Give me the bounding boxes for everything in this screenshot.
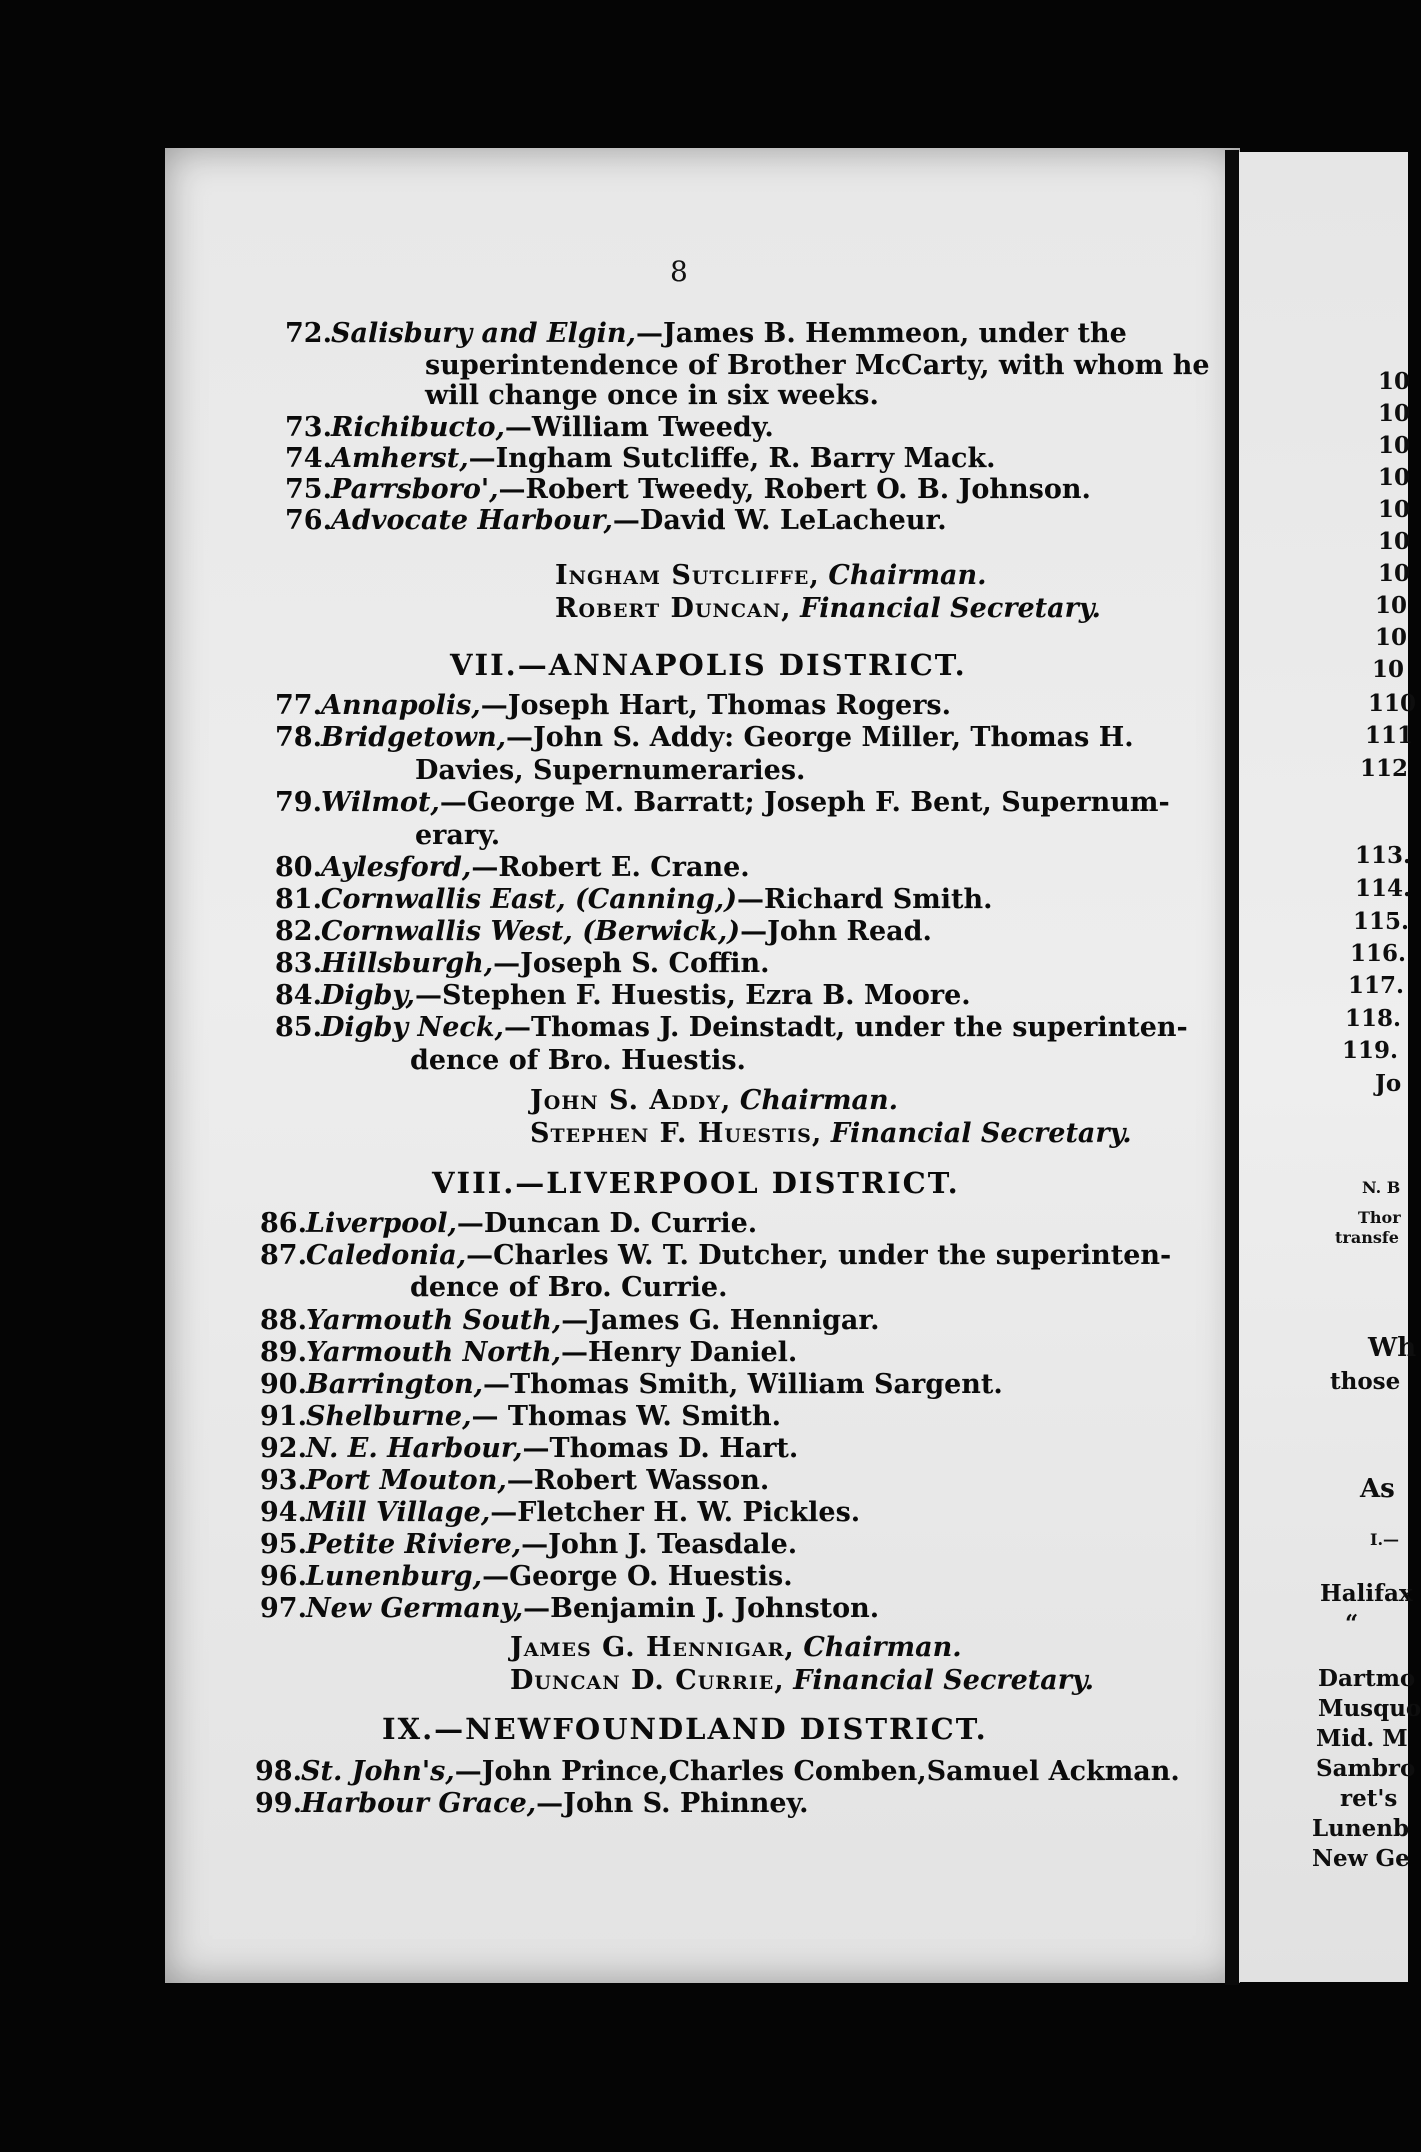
right-num: 113. bbox=[1355, 842, 1412, 869]
signature-chairman-8: James G. Hennigar, Chairman. bbox=[510, 1632, 962, 1663]
right-num: 10 bbox=[1375, 624, 1408, 651]
right-note: Wh bbox=[1368, 1333, 1417, 1363]
entry-85-cont: dence of Bro. Huestis. bbox=[410, 1045, 746, 1076]
right-num: 111 bbox=[1365, 722, 1414, 749]
right-note: “ bbox=[1345, 1610, 1359, 1637]
entry-82: 82.Cornwallis West, (Berwick,)—John Read. bbox=[275, 916, 932, 947]
section-heading-liverpool: VIII.—LIVERPOOL DISTRICT. bbox=[432, 1166, 960, 1200]
right-note: Thor bbox=[1358, 1208, 1401, 1227]
entry-81: 81.Cornwallis East, (Canning,)—Richard Smith. bbox=[275, 884, 993, 915]
right-num: 115. bbox=[1353, 908, 1410, 935]
entry-78: 78.Bridgetown,—John S. Addy: George Miller, Thomas H. bbox=[275, 722, 1134, 753]
book-gutter bbox=[1225, 150, 1239, 1985]
entry-90: 90.Barrington,—Thomas Smith, William Sargent. bbox=[260, 1369, 1003, 1400]
signature-chairman-7: John S. Addy, Chairman. bbox=[530, 1085, 899, 1116]
entry-91: 91.Shelburne,— Thomas W. Smith. bbox=[260, 1401, 782, 1432]
right-note: I.— bbox=[1370, 1530, 1400, 1549]
right-note: Halifax bbox=[1320, 1580, 1413, 1607]
right-note: New Ge bbox=[1312, 1845, 1410, 1872]
entry-98: 98.St. John's,—John Prince,Charles Comben,Samuel Ackman. bbox=[255, 1756, 1180, 1787]
right-note: N. B bbox=[1362, 1178, 1401, 1197]
entry-89: 89.Yarmouth North,—Henry Daniel. bbox=[260, 1337, 798, 1368]
page-number: 8 bbox=[670, 255, 688, 288]
right-num: 119. bbox=[1342, 1037, 1399, 1064]
signature-chairman: Ingham Sutcliffe, Chairman. bbox=[555, 560, 987, 591]
right-num: 10 bbox=[1378, 400, 1411, 427]
right-num: 114. bbox=[1355, 875, 1412, 902]
right-num: 10 bbox=[1375, 592, 1408, 619]
entry-76: 76.Advocate Harbour,—David W. LeLacheur. bbox=[285, 505, 947, 536]
entry-79-cont: erary. bbox=[415, 820, 501, 851]
signature-secretary-8: Duncan D. Currie, Financial Secretary. bbox=[510, 1665, 1094, 1696]
section-heading-newfoundland: IX.—NEWFOUNDLAND DISTRICT. bbox=[382, 1712, 988, 1746]
entry-79: 79.Wilmot,—George M. Barratt; Joseph F. Bent, Supernum- bbox=[275, 787, 1170, 818]
entry-83: 83.Hillsburgh,—Joseph S. Coffin. bbox=[275, 948, 770, 979]
entry-96: 96.Lunenburg,—George O. Huestis. bbox=[260, 1561, 793, 1592]
right-num: 112 bbox=[1360, 755, 1409, 782]
entry-75: 75.Parrsboro',—Robert Tweedy, Robert O. B. Johnson. bbox=[285, 474, 1091, 505]
entry-87-cont: dence of Bro. Currie. bbox=[410, 1272, 728, 1303]
right-note: those bbox=[1330, 1368, 1401, 1395]
right-note: As bbox=[1360, 1474, 1395, 1504]
entry-86: 86.Liverpool,—Duncan D. Currie. bbox=[260, 1208, 758, 1239]
entry-72-cont: superintendence of Brother McCarty, with whom he bbox=[425, 350, 1210, 381]
entry-87: 87.Caledonia,—Charles W. T. Dutcher, under the superinten- bbox=[260, 1240, 1172, 1271]
right-note: Mid. M bbox=[1316, 1725, 1408, 1752]
entry-72-cont2: will change once in six weeks. bbox=[425, 380, 879, 411]
right-note: transfe bbox=[1335, 1228, 1399, 1247]
entry-97: 97.New Germany,—Benjamin J. Johnston. bbox=[260, 1593, 880, 1624]
entry-77: 77.Annapolis,—Joseph Hart, Thomas Rogers. bbox=[275, 690, 952, 721]
right-num: 117. bbox=[1348, 972, 1405, 999]
right-note: Dartmo bbox=[1318, 1665, 1416, 1692]
right-num: 116. bbox=[1350, 940, 1407, 967]
entry-78-cont: Davies, Supernumeraries. bbox=[415, 755, 806, 786]
entry-74: 74.Amherst,—Ingham Sutcliffe, R. Barry Mack. bbox=[285, 443, 996, 474]
entry-72: 72.Salisbury and Elgin,—James B. Hemmeon, under the bbox=[285, 318, 1127, 349]
entry-99: 99.Harbour Grace,—John S. Phinney. bbox=[255, 1788, 809, 1819]
signature-secretary-7: Stephen F. Huestis, Financial Secretary. bbox=[530, 1118, 1132, 1149]
entry-84: 84.Digby,—Stephen F. Huestis, Ezra B. Moore. bbox=[275, 980, 971, 1011]
entry-88: 88.Yarmouth South,—James G. Hennigar. bbox=[260, 1305, 880, 1336]
entry-95: 95.Petite Riviere,—John J. Teasdale. bbox=[260, 1529, 798, 1560]
entry-80: 80.Aylesford,—Robert E. Crane. bbox=[275, 852, 750, 883]
signature-secretary: Robert Duncan, Financial Secretary. bbox=[555, 593, 1101, 624]
entry-92: 92.N. E. Harbour,—Thomas D. Hart. bbox=[260, 1433, 799, 1464]
entry-73: 73.Richibucto,—William Tweedy. bbox=[285, 412, 774, 443]
entry-85: 85.Digby Neck,—Thomas J. Deinstadt, under the superinten- bbox=[275, 1012, 1188, 1043]
right-num: 10 bbox=[1378, 528, 1411, 555]
right-num: 110 bbox=[1368, 690, 1417, 717]
right-num: 10 bbox=[1378, 560, 1411, 587]
right-note: Lunenb bbox=[1312, 1815, 1410, 1842]
right-num: 10 bbox=[1378, 432, 1411, 459]
right-note: ret's bbox=[1340, 1785, 1398, 1812]
right-num: 10 bbox=[1378, 464, 1411, 491]
right-num: 10 bbox=[1378, 496, 1411, 523]
right-note: Musquo bbox=[1318, 1695, 1421, 1722]
section-heading-annapolis: VII.—ANNAPOLIS DISTRICT. bbox=[450, 648, 967, 682]
right-num: 10 bbox=[1372, 656, 1405, 683]
right-num: Jo bbox=[1375, 1070, 1402, 1097]
right-note: Sambro bbox=[1316, 1755, 1416, 1782]
entry-94: 94.Mill Village,—Fletcher H. W. Pickles. bbox=[260, 1497, 861, 1528]
entry-93: 93.Port Mouton,—Robert Wasson. bbox=[260, 1465, 770, 1496]
right-num: 10 bbox=[1378, 368, 1411, 395]
right-num: 118. bbox=[1345, 1005, 1402, 1032]
